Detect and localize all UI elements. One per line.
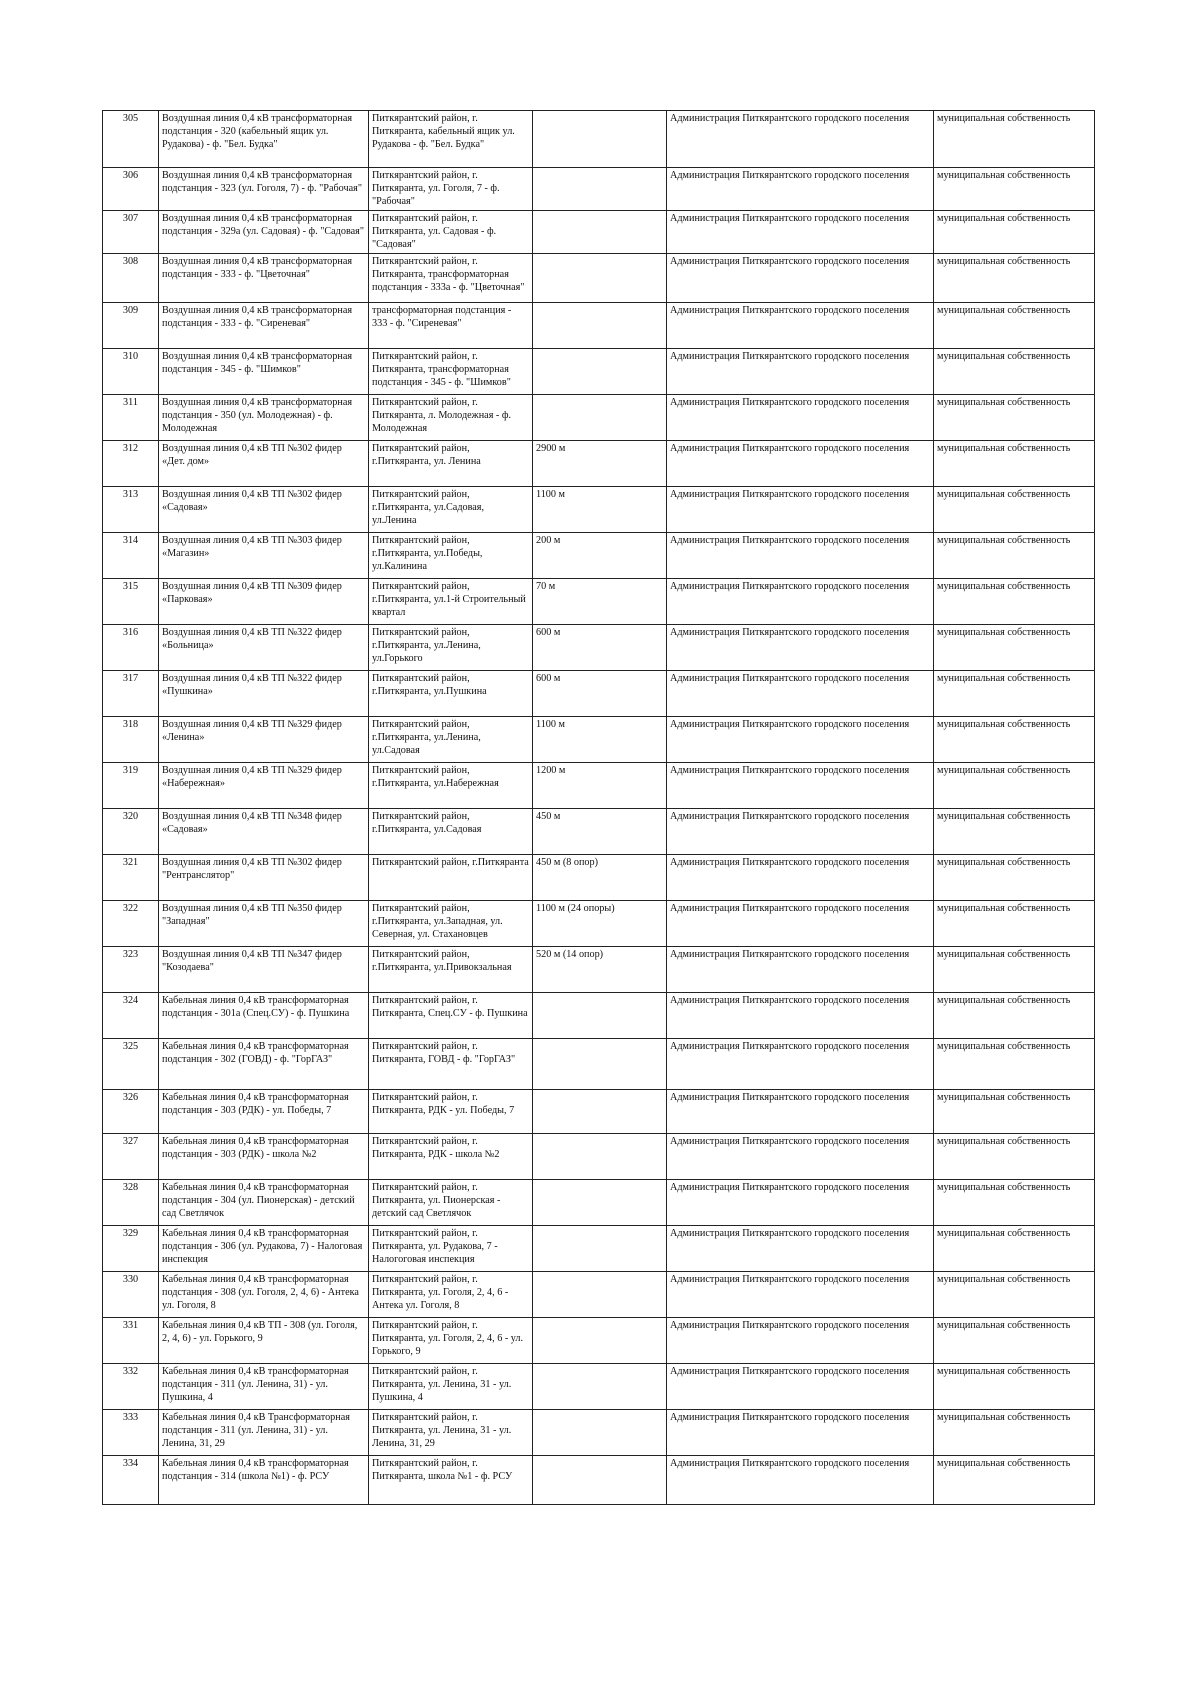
row-number: 312 — [103, 441, 159, 487]
object-length: 600 м — [533, 625, 667, 671]
ownership-form: муниципальная собственность — [934, 947, 1095, 993]
table-row — [103, 625, 1095, 671]
table-row — [103, 993, 1095, 1039]
owner-name: Администрация Питкярантского городского поселения — [667, 487, 934, 533]
row-number: 321 — [103, 855, 159, 901]
table-row — [103, 111, 1095, 168]
object-address: Питкярантский район, г.Питкяранта, ул.Привокзальная — [369, 947, 533, 993]
owner-name: Администрация Питкярантского городского поселения — [667, 1134, 934, 1180]
row-number: 326 — [103, 1090, 159, 1134]
table-row — [103, 1364, 1095, 1410]
table-row — [103, 763, 1095, 809]
object-name: Воздушная линия 0,4 кВ трансформаторная подстанция - 320 (кабельный ящик ул. Рудакова) - ф. "Бел. Будка" — [159, 111, 369, 168]
object-address: Питкярантский район, г. Питкяранта, ГОВД - ф. "ГорГАЗ" — [369, 1039, 533, 1090]
table-row — [103, 1226, 1095, 1272]
object-address: Питкярантский район, г. Питкяранта, ул. Гоголя, 7 - ф. "Рабочая" — [369, 168, 533, 211]
ownership-form: муниципальная собственность — [934, 1180, 1095, 1226]
object-name: Воздушная линия 0,4 кВ трансформаторная подстанция - 345 - ф. "Шимков" — [159, 349, 369, 395]
object-address: Питкярантский район, г. Питкяранта, ул. Садовая - ф. "Садовая" — [369, 211, 533, 254]
object-name: Кабельная линия 0,4 кВ трансформаторная подстанция - 314 (школа №1) - ф. РСУ — [159, 1456, 369, 1505]
ownership-form: муниципальная собственность — [934, 1456, 1095, 1505]
table-row — [103, 1272, 1095, 1318]
object-address: Питкярантский район, г. Питкяранта, трансформаторная подстанция - 333а - ф. "Цветочная" — [369, 254, 533, 303]
row-number: 308 — [103, 254, 159, 303]
object-address: Питкярантский район, г. Питкяранта, школа №1 - ф. РСУ — [369, 1456, 533, 1505]
table-row — [103, 1318, 1095, 1364]
ownership-form: муниципальная собственность — [934, 111, 1095, 168]
row-number: 320 — [103, 809, 159, 855]
owner-name: Администрация Питкярантского городского поселения — [667, 211, 934, 254]
object-length — [533, 1090, 667, 1134]
object-address: Питкярантский район, г. Питкяранта, ул. Гоголя, 2, 4, 6 - Антека ул. Гоголя, 8 — [369, 1272, 533, 1318]
row-number: 311 — [103, 395, 159, 441]
ownership-form: муниципальная собственность — [934, 1039, 1095, 1090]
ownership-form: муниципальная собственность — [934, 855, 1095, 901]
object-length: 450 м — [533, 809, 667, 855]
object-address: Питкярантский район, г.Питкяранта, ул.Победы, ул.Калинина — [369, 533, 533, 579]
object-name: Кабельная линия 0,4 кВ ТП - 308 (ул. Гоголя, 2, 4, 6) - ул. Горького, 9 — [159, 1318, 369, 1364]
row-number: 324 — [103, 993, 159, 1039]
ownership-form: муниципальная собственность — [934, 168, 1095, 211]
owner-name: Администрация Питкярантского городского поселения — [667, 111, 934, 168]
table-row — [103, 1039, 1095, 1090]
object-name: Воздушная линия 0,4 кВ ТП №309 фидер «Парковая» — [159, 579, 369, 625]
row-number: 313 — [103, 487, 159, 533]
owner-name: Администрация Питкярантского городского поселения — [667, 1364, 934, 1410]
object-address: трансформаторная подстанция - 333 - ф. "Сиреневая" — [369, 303, 533, 349]
object-name: Воздушная линия 0,4 кВ ТП №322 фидер «Пушкина» — [159, 671, 369, 717]
object-address: Питкярантский район, г.Питкяранта, ул.Пушкина — [369, 671, 533, 717]
object-length: 70 м — [533, 579, 667, 625]
table-row — [103, 1090, 1095, 1134]
object-name: Воздушная линия 0,4 кВ ТП №350 фидер "Западная" — [159, 901, 369, 947]
table-row — [103, 211, 1095, 254]
object-length — [533, 349, 667, 395]
object-length — [533, 211, 667, 254]
owner-name: Администрация Питкярантского городского поселения — [667, 947, 934, 993]
owner-name: Администрация Питкярантского городского поселения — [667, 1090, 934, 1134]
row-number: 330 — [103, 1272, 159, 1318]
owner-name: Администрация Питкярантского городского поселения — [667, 349, 934, 395]
table-row — [103, 349, 1095, 395]
object-address: Питкярантский район, г.Питкяранта, ул. Ленина — [369, 441, 533, 487]
object-address: Питкярантский район, г. Питкяранта, РДК - школа №2 — [369, 1134, 533, 1180]
ownership-form: муниципальная собственность — [934, 303, 1095, 349]
owner-name: Администрация Питкярантского городского поселения — [667, 1410, 934, 1456]
ownership-form: муниципальная собственность — [934, 763, 1095, 809]
row-number: 314 — [103, 533, 159, 579]
object-length — [533, 303, 667, 349]
table-row — [103, 1134, 1095, 1180]
row-number: 309 — [103, 303, 159, 349]
object-length — [533, 254, 667, 303]
object-length — [533, 1272, 667, 1318]
owner-name: Администрация Питкярантского городского поселения — [667, 625, 934, 671]
table-row — [103, 254, 1095, 303]
row-number: 331 — [103, 1318, 159, 1364]
object-address: Питкярантский район, г.Питкяранта, ул.Садовая, ул.Ленина — [369, 487, 533, 533]
owner-name: Администрация Питкярантского городского поселения — [667, 395, 934, 441]
ownership-form: муниципальная собственность — [934, 533, 1095, 579]
object-name: Воздушная линия 0,4 кВ ТП №302 фидер «Садовая» — [159, 487, 369, 533]
ownership-form: муниципальная собственность — [934, 211, 1095, 254]
table-row — [103, 671, 1095, 717]
object-address: Питкярантский район, г. Питкяранта, РДК - ул. Победы, 7 — [369, 1090, 533, 1134]
object-name: Кабельная линия 0,4 кВ Трансформаторная подстанция - 311 (ул. Ленина, 31) - ул. Ленина, 31, 29 — [159, 1410, 369, 1456]
object-name: Воздушная линия 0,4 кВ трансформаторная подстанция - 333 - ф. "Сиреневая" — [159, 303, 369, 349]
ownership-form: муниципальная собственность — [934, 349, 1095, 395]
ownership-form: муниципальная собственность — [934, 625, 1095, 671]
ownership-form: муниципальная собственность — [934, 901, 1095, 947]
table-row — [103, 1180, 1095, 1226]
owner-name: Администрация Питкярантского городского поселения — [667, 763, 934, 809]
object-length: 520 м (14 опор) — [533, 947, 667, 993]
object-name: Воздушная линия 0,4 кВ ТП №322 фидер «Больница» — [159, 625, 369, 671]
object-name: Воздушная линия 0,4 кВ ТП №302 фидер «Дет. дом» — [159, 441, 369, 487]
object-address: Питкярантский район, г.Питкяранта — [369, 855, 533, 901]
row-number: 328 — [103, 1180, 159, 1226]
owner-name: Администрация Питкярантского городского поселения — [667, 1226, 934, 1272]
owner-name: Администрация Питкярантского городского поселения — [667, 303, 934, 349]
object-length — [533, 1226, 667, 1272]
table-row — [103, 487, 1095, 533]
object-name: Воздушная линия 0,4 кВ трансформаторная подстанция - 323 (ул. Гоголя, 7) - ф. "Рабочая" — [159, 168, 369, 211]
object-length — [533, 1180, 667, 1226]
ownership-form: муниципальная собственность — [934, 809, 1095, 855]
object-address: Питкярантский район, г.Питкяранта, ул.Набережная — [369, 763, 533, 809]
table-row — [103, 855, 1095, 901]
object-length — [533, 395, 667, 441]
ownership-form: муниципальная собственность — [934, 579, 1095, 625]
ownership-form: муниципальная собственность — [934, 717, 1095, 763]
object-length: 600 м — [533, 671, 667, 717]
ownership-form: муниципальная собственность — [934, 1364, 1095, 1410]
object-address: Питкярантский район, г. Питкяранта, ул. Рудакова, 7 - Налогоговая инспекция — [369, 1226, 533, 1272]
object-length: 1100 м — [533, 717, 667, 763]
object-address: Питкярантский район, г.Питкяранта, ул.Западная, ул. Северная, ул. Стахановцев — [369, 901, 533, 947]
object-length — [533, 993, 667, 1039]
table-row — [103, 533, 1095, 579]
ownership-form: муниципальная собственность — [934, 671, 1095, 717]
object-length: 200 м — [533, 533, 667, 579]
object-address: Питкярантский район, г. Питкяранта, ул. Ленина, 31 - ул. Пушкина, 4 — [369, 1364, 533, 1410]
object-length — [533, 111, 667, 168]
row-number: 334 — [103, 1456, 159, 1505]
object-length — [533, 1039, 667, 1090]
table-row — [103, 303, 1095, 349]
row-number: 325 — [103, 1039, 159, 1090]
object-name: Кабельная линия 0,4 кВ трансформаторная подстанция - 306 (ул. Рудакова, 7) - Налоговая инспекция — [159, 1226, 369, 1272]
row-number: 319 — [103, 763, 159, 809]
object-name: Кабельная линия 0,4 кВ трансформаторная подстанция - 302 (ГОВД) - ф. "ГорГАЗ" — [159, 1039, 369, 1090]
object-address: Питкярантский район, г.Питкяранта, ул.Садовая — [369, 809, 533, 855]
owner-name: Администрация Питкярантского городского поселения — [667, 441, 934, 487]
object-name: Кабельная линия 0,4 кВ трансформаторная подстанция - 301а (Спец.СУ) - ф. Пушкина — [159, 993, 369, 1039]
object-address: Питкярантский район, г. Питкяранта, л. Молодежная - ф. Молодежная — [369, 395, 533, 441]
object-length: 2900 м — [533, 441, 667, 487]
row-number: 329 — [103, 1226, 159, 1272]
object-length: 450 м (8 опор) — [533, 855, 667, 901]
row-number: 323 — [103, 947, 159, 993]
object-name: Воздушная линия 0,4 кВ ТП №303 фидер «Магазин» — [159, 533, 369, 579]
row-number: 307 — [103, 211, 159, 254]
row-number: 306 — [103, 168, 159, 211]
object-name: Воздушная линия 0,4 кВ трансформаторная подстанция - 350 (ул. Молодежная) - ф. Молодежная — [159, 395, 369, 441]
object-name: Воздушная линия 0,4 кВ ТП №348 фидер «Садовая» — [159, 809, 369, 855]
object-name: Воздушная линия 0,4 кВ ТП №347 фидер "Козодаева" — [159, 947, 369, 993]
table-row — [103, 395, 1095, 441]
object-address: Питкярантский район, г.Питкяранта, ул.Ленина, ул.Садовая — [369, 717, 533, 763]
object-address: Питкярантский район, г.Питкяранта, ул.Ленина, ул.Горького — [369, 625, 533, 671]
owner-name: Администрация Питкярантского городского поселения — [667, 533, 934, 579]
object-name: Кабельная линия 0,4 кВ трансформаторная подстанция - 311 (ул. Ленина, 31) - ул. Пушкина, 4 — [159, 1364, 369, 1410]
table-row — [103, 901, 1095, 947]
object-name: Воздушная линия 0,4 кВ ТП №329 фидер «Ленина» — [159, 717, 369, 763]
object-address: Питкярантский район, г. Питкяранта, ул. Гоголя, 2, 4, 6 - ул. Горького, 9 — [369, 1318, 533, 1364]
ownership-form: муниципальная собственность — [934, 254, 1095, 303]
object-length — [533, 1364, 667, 1410]
owner-name: Администрация Питкярантского городского поселения — [667, 579, 934, 625]
row-number: 310 — [103, 349, 159, 395]
table-row — [103, 1456, 1095, 1505]
table-row — [103, 717, 1095, 763]
object-length: 1100 м (24 опоры) — [533, 901, 667, 947]
owner-name: Администрация Питкярантского городского поселения — [667, 809, 934, 855]
property-register-table — [102, 110, 1095, 1505]
owner-name: Администрация Питкярантского городского поселения — [667, 168, 934, 211]
ownership-form: муниципальная собственность — [934, 441, 1095, 487]
object-length — [533, 168, 667, 211]
object-length — [533, 1410, 667, 1456]
object-address: Питкярантский район, г. Питкяранта, ул. Ленина, 31 - ул. Ленина, 31, 29 — [369, 1410, 533, 1456]
object-name: Воздушная линия 0,4 кВ ТП №302 фидер "Рентранслятор" — [159, 855, 369, 901]
table-row — [103, 579, 1095, 625]
owner-name: Администрация Питкярантского городского поселения — [667, 671, 934, 717]
object-address: Питкярантский район, г.Питкяранта, ул.1-й Строительный квартал — [369, 579, 533, 625]
row-number: 315 — [103, 579, 159, 625]
object-address: Питкярантский район, г. Питкяранта, Спец.СУ - ф. Пушкина — [369, 993, 533, 1039]
object-length: 1200 м — [533, 763, 667, 809]
row-number: 317 — [103, 671, 159, 717]
ownership-form: муниципальная собственность — [934, 1226, 1095, 1272]
table-body — [103, 111, 1095, 1505]
object-length — [533, 1134, 667, 1180]
object-name: Воздушная линия 0,4 кВ трансформаторная подстанция - 329а (ул. Садовая) - ф. "Садовая" — [159, 211, 369, 254]
row-number: 332 — [103, 1364, 159, 1410]
row-number: 327 — [103, 1134, 159, 1180]
ownership-form: муниципальная собственность — [934, 993, 1095, 1039]
object-name: Воздушная линия 0,4 кВ ТП №329 фидер «Набережная» — [159, 763, 369, 809]
owner-name: Администрация Питкярантского городского поселения — [667, 717, 934, 763]
row-number: 322 — [103, 901, 159, 947]
owner-name: Администрация Питкярантского городского поселения — [667, 901, 934, 947]
row-number: 318 — [103, 717, 159, 763]
row-number: 333 — [103, 1410, 159, 1456]
object-name: Воздушная линия 0,4 кВ трансформаторная подстанция - 333 - ф. "Цветочная" — [159, 254, 369, 303]
table-row — [103, 441, 1095, 487]
object-length: 1100 м — [533, 487, 667, 533]
ownership-form: муниципальная собственность — [934, 1318, 1095, 1364]
ownership-form: муниципальная собственность — [934, 1410, 1095, 1456]
owner-name: Администрация Питкярантского городского поселения — [667, 855, 934, 901]
object-name: Кабельная линия 0,4 кВ трансформаторная подстанция - 308 (ул. Гоголя, 2, 4, 6) - Антека ул. Гоголя, 8 — [159, 1272, 369, 1318]
object-name: Кабельная линия 0,4 кВ трансформаторная подстанция - 304 (ул. Пионерская) - детский сад Светлячок — [159, 1180, 369, 1226]
row-number: 305 — [103, 111, 159, 168]
object-address: Питкярантский район, г. Питкяранта, ул. Пионерская - детский сад Светлячок — [369, 1180, 533, 1226]
ownership-form: муниципальная собственность — [934, 1134, 1095, 1180]
ownership-form: муниципальная собственность — [934, 1090, 1095, 1134]
row-number: 316 — [103, 625, 159, 671]
table-row — [103, 947, 1095, 993]
table-row — [103, 1410, 1095, 1456]
owner-name: Администрация Питкярантского городского поселения — [667, 1456, 934, 1505]
ownership-form: муниципальная собственность — [934, 487, 1095, 533]
object-name: Кабельная линия 0,4 кВ трансформаторная подстанция - 303 (РДК) - школа №2 — [159, 1134, 369, 1180]
owner-name: Администрация Питкярантского городского поселения — [667, 1318, 934, 1364]
object-name: Кабельная линия 0,4 кВ трансформаторная подстанция - 303 (РДК) - ул. Победы, 7 — [159, 1090, 369, 1134]
owner-name: Администрация Питкярантского городского поселения — [667, 1272, 934, 1318]
ownership-form: муниципальная собственность — [934, 395, 1095, 441]
table-row — [103, 168, 1095, 211]
object-length — [533, 1456, 667, 1505]
owner-name: Администрация Питкярантского городского поселения — [667, 993, 934, 1039]
table-row — [103, 809, 1095, 855]
owner-name: Администрация Питкярантского городского поселения — [667, 254, 934, 303]
owner-name: Администрация Питкярантского городского поселения — [667, 1180, 934, 1226]
owner-name: Администрация Питкярантского городского поселения — [667, 1039, 934, 1090]
object-address: Питкярантский район, г. Питкяранта, трансформаторная подстанция - 345 - ф. "Шимков" — [369, 349, 533, 395]
ownership-form: муниципальная собственность — [934, 1272, 1095, 1318]
object-address: Питкярантский район, г. Питкяранта, кабельный ящик ул. Рудакова - ф. "Бел. Будка" — [369, 111, 533, 168]
object-length — [533, 1318, 667, 1364]
